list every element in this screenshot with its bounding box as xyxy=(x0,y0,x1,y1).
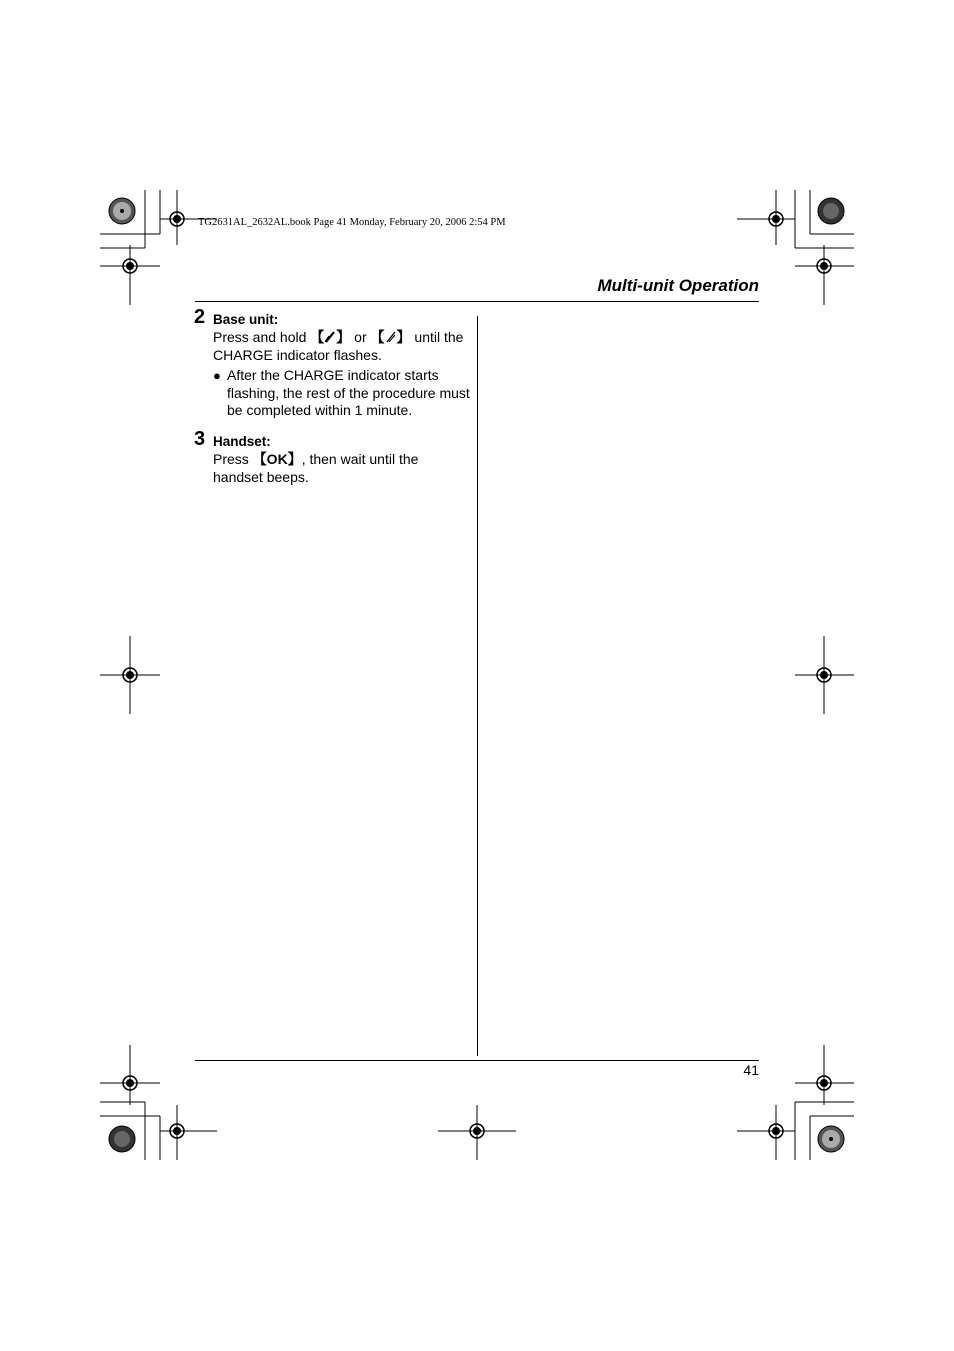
instruction-text: CHARGE indicator flashes. xyxy=(213,346,382,363)
step-number: 2 xyxy=(194,306,206,328)
instruction-text: Press xyxy=(213,451,253,467)
page-number: 41 xyxy=(743,1062,759,1078)
instruction-text: until the xyxy=(410,329,464,345)
bullet-icon: ● xyxy=(213,368,221,383)
ok-key: 【OK】 xyxy=(252,451,302,467)
key-bracket-open: 【 xyxy=(310,329,325,345)
column-divider xyxy=(477,316,478,1056)
step-heading: Handset: xyxy=(213,434,271,449)
step-instruction xyxy=(213,451,468,486)
step-instruction xyxy=(213,329,468,364)
handset-locator-icon xyxy=(385,330,397,342)
step-number: 3 xyxy=(194,428,206,450)
key-bracket-open: 【 xyxy=(370,329,385,345)
handset-locator-icon xyxy=(324,330,336,342)
bullet-note: After the CHARGE indicator starts flashing, the rest of the procedure must be completed within 1 minute. xyxy=(227,367,470,418)
calibration-disc-icon xyxy=(818,1126,844,1152)
step-heading: Base unit: xyxy=(213,312,279,327)
footer-rule xyxy=(195,1060,759,1061)
calibration-disc-icon xyxy=(109,198,135,224)
instruction-text: or xyxy=(350,329,371,345)
calibration-disc-icon xyxy=(109,1126,135,1152)
section-title: Multi-unit Operation xyxy=(597,276,759,295)
calibration-disc-icon xyxy=(818,198,844,224)
header-rule xyxy=(195,301,759,302)
key-bracket-close: 】 xyxy=(336,329,351,345)
key-bracket-close: 】 xyxy=(396,329,411,345)
book-file-info: TG2631AL_2632AL.book Page 41 Monday, February 20, 2006 2:54 PM xyxy=(198,217,506,228)
instruction-text: , then wait until the handset beeps. xyxy=(213,451,419,485)
instruction-text: Press and hold xyxy=(213,329,311,345)
